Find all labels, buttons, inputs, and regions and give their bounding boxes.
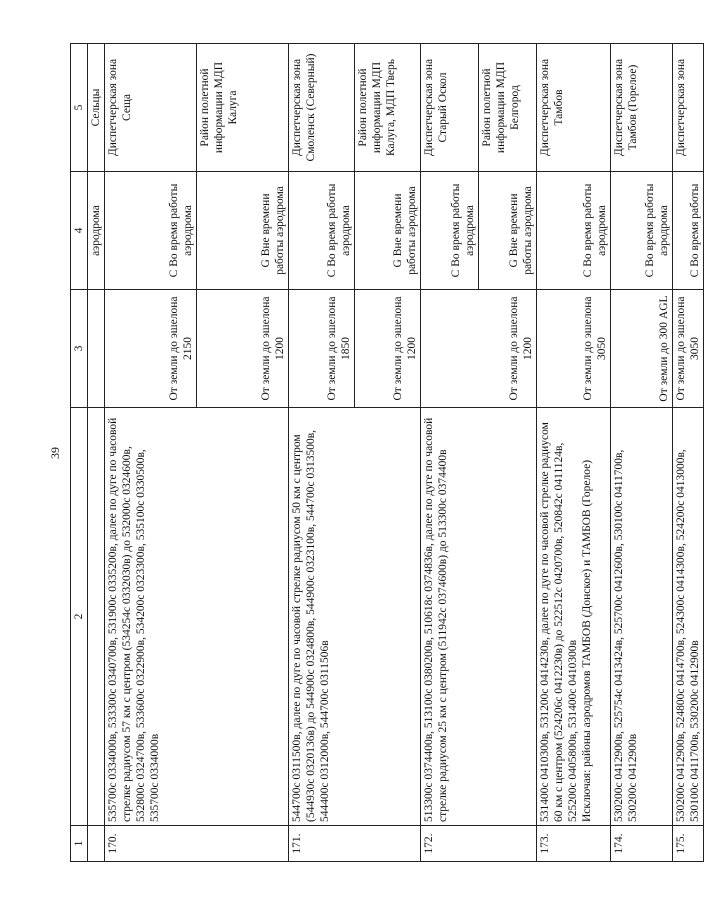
row-boundary-description: 544700с 0311500в, далее по дуге по часовой стрелке радиусом 50 км с центром (544930с 0320136в) до 544900с 0324800в, 544900с 0323100в, 544700с 0313500в, 544400с 0312000в, 544700с 0311506в — [289, 408, 421, 826]
row-airspace-class: С Во время работы аэродрома — [421, 172, 479, 290]
row-boundary-description: 530200с 0412900в, 524800с 0414700в, 524300с 0414300в, 524200с 0413000в, 530100с 0411700в, 530200с 0412900в — [673, 408, 704, 826]
row-airspace-class: G Вне времени работы аэродрома — [197, 172, 289, 290]
row-airspace-class: С Во время работы аэродрома — [289, 172, 355, 290]
row-number: 174. — [611, 826, 673, 862]
row-number: 175. — [673, 826, 704, 862]
row-atc-unit: Район полетной информации МДП Калуга — [197, 44, 289, 172]
table-row — [105, 44, 197, 862]
row-number: 171. — [289, 826, 421, 862]
row-boundary-description: 530200с 0412900в, 525754с 0413424в, 525700с 0412600в, 530100с 0411700в, 530200с 0412900в — [611, 408, 673, 826]
row-altitude: От земли до эшелона 1200 — [421, 290, 537, 408]
row-boundary-description: 513300с 0374400в, 513100с 0380200в, 510618с 0374836в, далее по дуге по часовой стрелке радиусом 25 км с центром (511942с 0374600в) до 513300с 0374400в — [421, 408, 537, 826]
row-airspace-class: С Во время работы аэродрома — [105, 172, 197, 290]
header-row — [71, 44, 88, 862]
carry-over-row — [88, 44, 105, 862]
row-altitude: От земли до эшелона 1200 — [355, 290, 421, 408]
table-row — [611, 44, 673, 862]
row-boundary-text: 531400с 0410300в, 531200с 0414230в, далее по дуге по часовой стрелке радиусом 60 км с центром (524206с 0412230в) до 522512с 0420700в, 520842с 0411124в, 525200с 0405800в, 531400с 0410300в — [539, 422, 579, 822]
row-altitude: От земли до эшелона 3050 — [537, 290, 611, 408]
row-number: 173. — [537, 826, 611, 862]
row-atc-unit: Диспетчерская зона — [673, 44, 704, 172]
row-atc-unit: Район полетной информации МДП Калуга, МДП Тверь — [355, 44, 421, 172]
table-row — [537, 44, 611, 862]
row-altitude: От земли до эшелона 1850 — [289, 290, 355, 408]
row-atc-unit: Район полетной информации МДП Белгород — [479, 44, 537, 172]
row-atc-unit: Диспетчерская зона Сеща — [105, 44, 197, 172]
header-col-2: 2 — [71, 408, 88, 826]
header-col-3: 3 — [71, 290, 88, 408]
row-airspace-class: G Вне времени работы аэродрома — [355, 172, 421, 290]
table-row — [289, 44, 355, 862]
airspace-table — [70, 43, 704, 862]
row-exclusion-note: Исключая: районы аэродромов ТАМБОВ (Донское) и ТАМБОВ (Горелое) — [581, 459, 593, 822]
row-atc-unit: Диспетчерская зона Старый Оскол — [421, 44, 479, 172]
table-row — [673, 44, 704, 862]
row-altitude: От земли до эшелона 1200 — [197, 290, 289, 408]
header-col-5: 5 — [71, 44, 88, 172]
header-col-1: 1 — [71, 826, 88, 862]
row-airspace-class: С Во время работы — [673, 172, 704, 290]
carry-over-unit: Сельцы — [88, 44, 105, 172]
row-number: 170. — [105, 826, 289, 862]
row-atc-unit: Диспетчерская зона Смоленск (Северный) — [289, 44, 355, 172]
rotated-table-block — [48, 44, 701, 862]
carry-over-class: аэродрома — [88, 172, 105, 290]
row-altitude: От земли до эшелона 3050 — [673, 290, 704, 408]
row-boundary-description — [537, 408, 611, 826]
row-airspace-class: С Во время работы аэродрома — [611, 172, 673, 290]
row-altitude: От земли до эшелона 2150 — [105, 290, 197, 408]
row-boundary-description: 535700с 0334000в, 533300с 0340700в, 531900с 0335200в, далее по дуге по часовой стрелке радиусом 57 км с центром (534254с 0332030в) до 532000с 0324600в, 532800с 0324700в, 533600с 0322900в, 534200с 0323300в, 535100с 0330500в, 535700с 0334000в — [105, 408, 289, 826]
table-row — [421, 44, 479, 862]
row-airspace-class: G Вне времени работы аэродрома — [479, 172, 537, 290]
page-number: 39 — [48, 447, 62, 459]
row-number: 172. — [421, 826, 537, 862]
row-airspace-class: С Во время работы аэродрома — [537, 172, 611, 290]
row-atc-unit: Диспетчерская зона Тамбов — [537, 44, 611, 172]
row-altitude: От земли до 300 AGL — [611, 290, 673, 408]
header-col-4: 4 — [71, 172, 88, 290]
row-atc-unit: Диспетчерская зона Тамбов (Горелое) — [611, 44, 673, 172]
